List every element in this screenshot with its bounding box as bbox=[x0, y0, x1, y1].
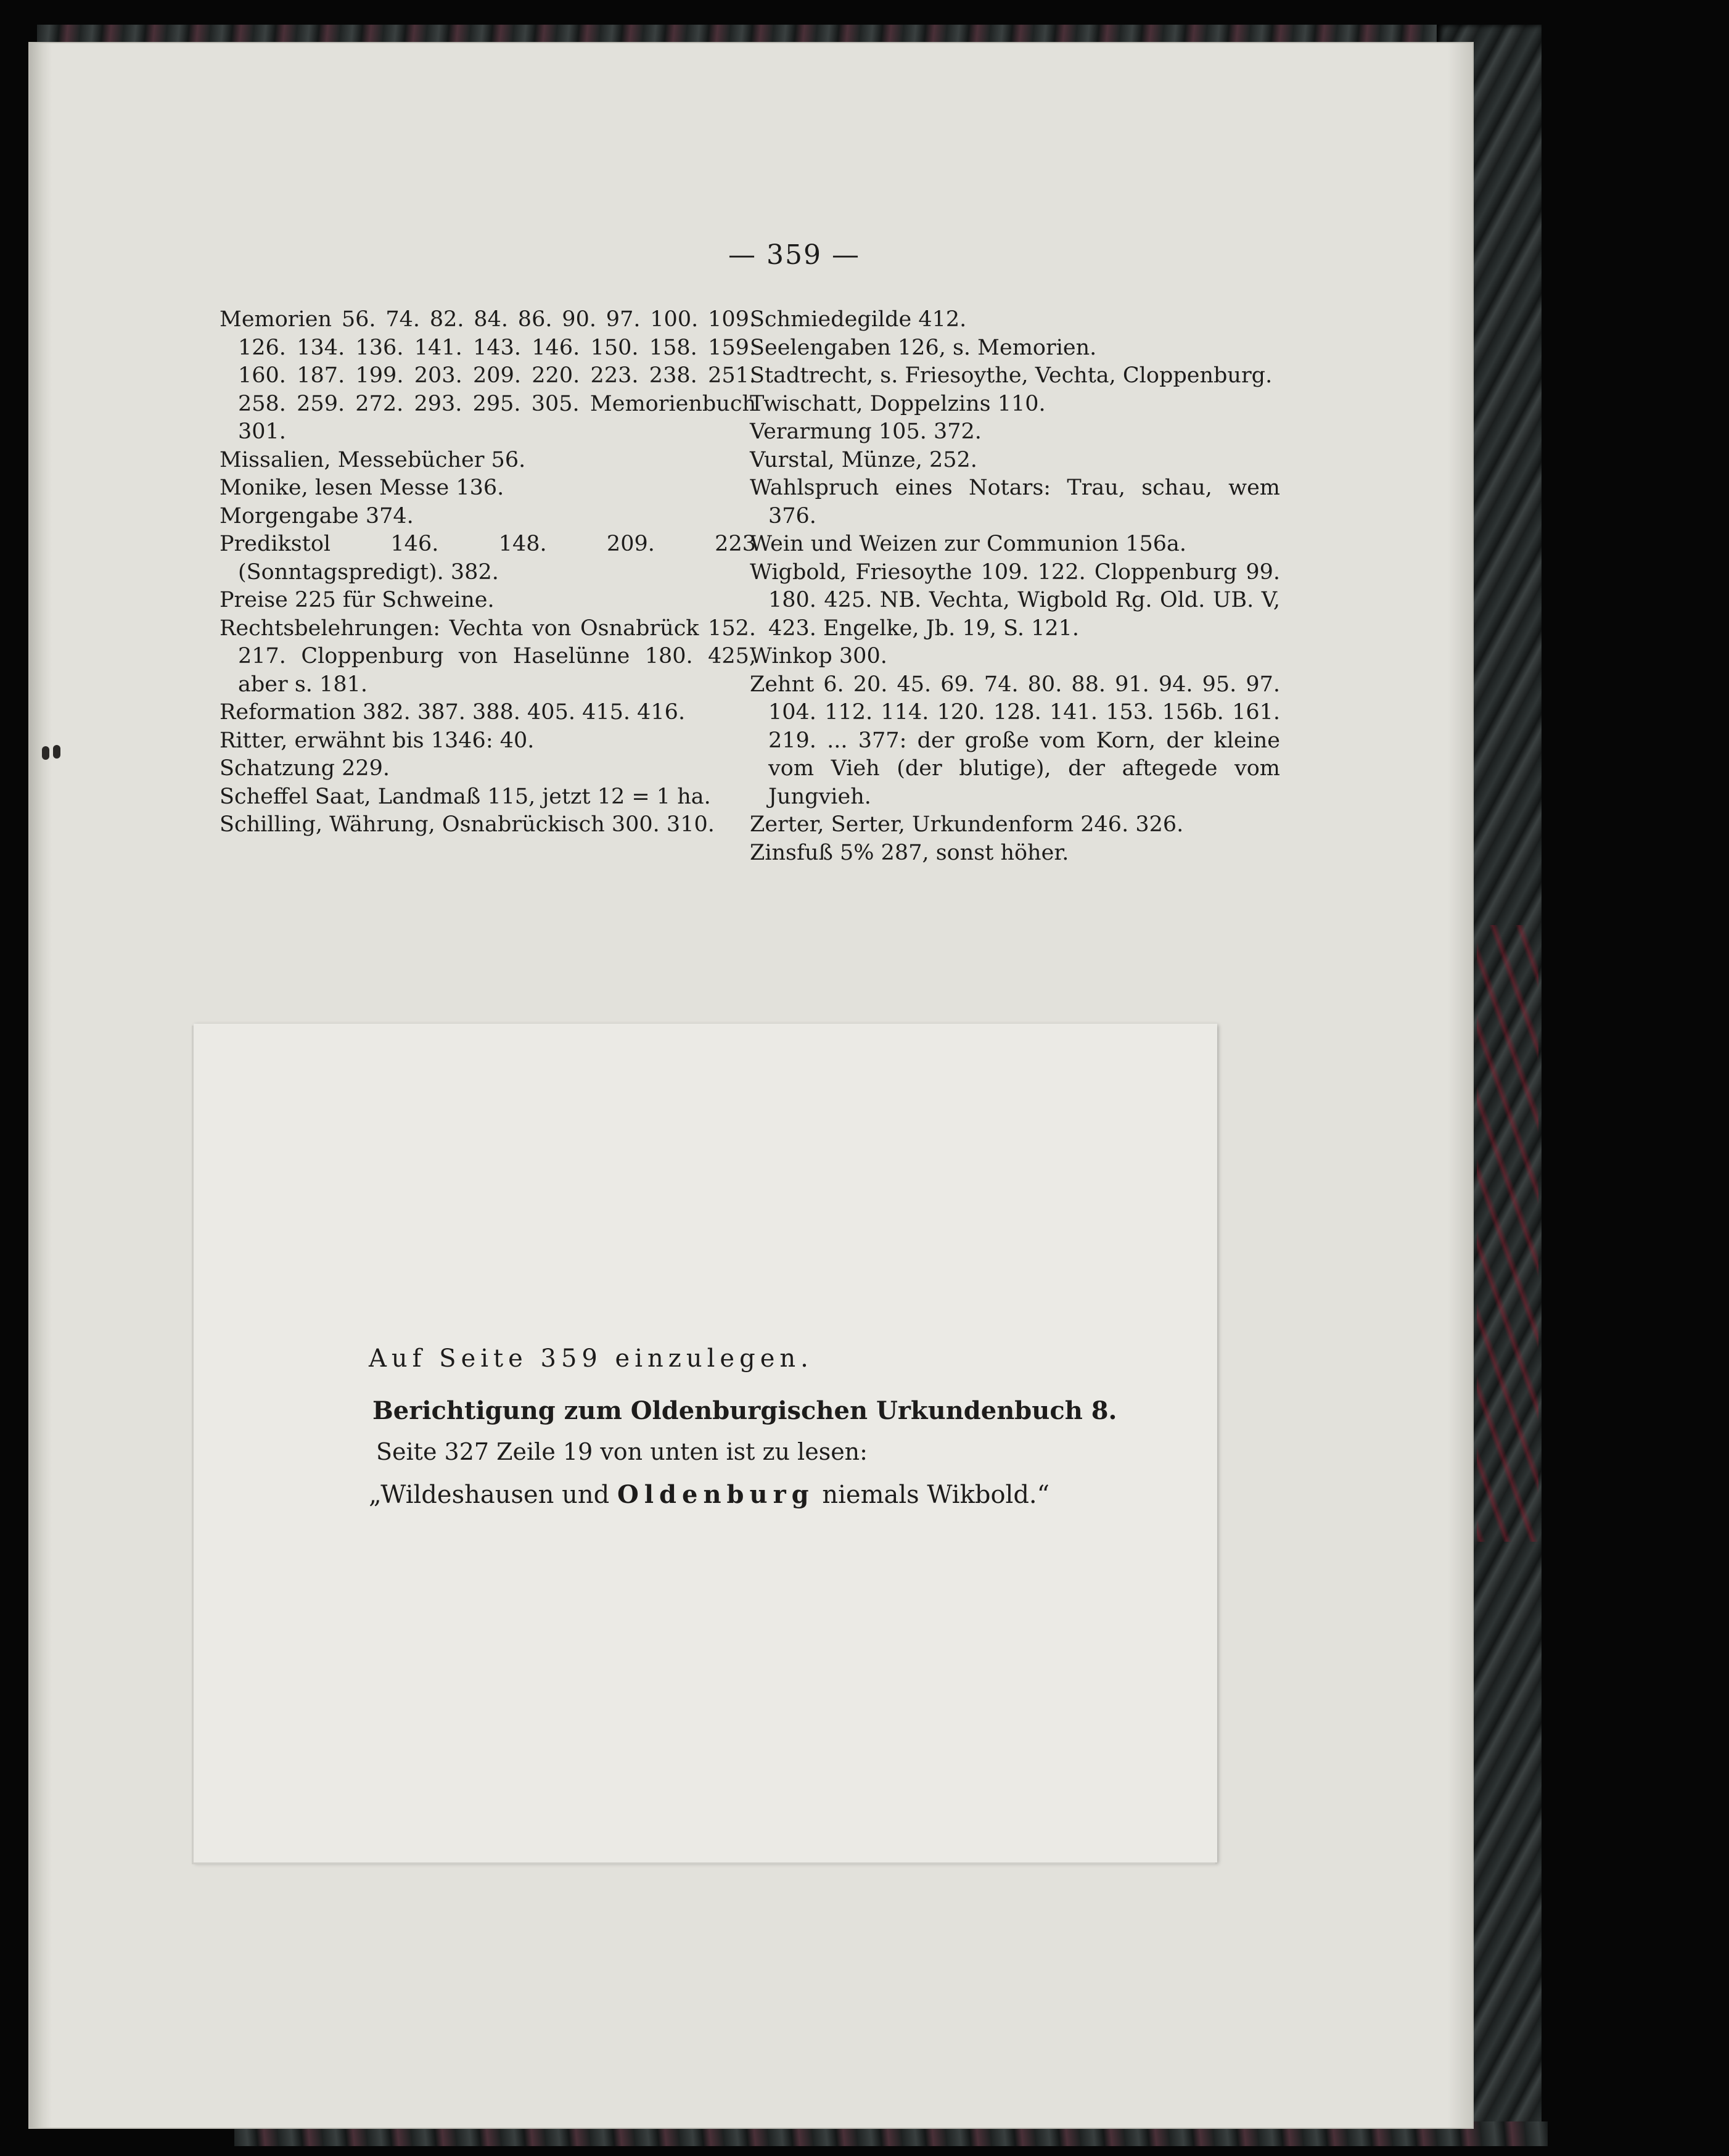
index-column-left bbox=[220, 306, 756, 839]
slip-title: Berichtigung zum Oldenburgischen Urkundenbuch 8. bbox=[372, 1396, 1117, 1425]
correction-slip bbox=[194, 1024, 1217, 1862]
binding-holes bbox=[42, 746, 67, 771]
index-entry: Ritter, erwähnt bis 1346: 40. bbox=[220, 728, 535, 753]
slip-line: Seite 327 Zeile 19 von unten ist zu lesen: bbox=[376, 1438, 868, 1465]
slip-instruction: Auf Seite 359 einzulegen. bbox=[369, 1344, 813, 1373]
index-entry: Schatzung 229. bbox=[220, 756, 390, 781]
marbled-cover-red-veins bbox=[1477, 925, 1538, 1542]
index-entry: Scheffel Saat, Landmaß 115, jetzt 12 = 1 ha. bbox=[220, 784, 711, 809]
index-entry: Twischatt, Doppelzins 110. bbox=[750, 391, 1046, 416]
binding-hole bbox=[42, 746, 49, 760]
index-entry: Schmiedegilde 412. bbox=[750, 307, 967, 332]
index-entry: Stadtrecht, s. Friesoythe, Vechta, Cloppenburg. bbox=[750, 363, 1273, 388]
index-entry: Morgengabe 374. bbox=[220, 503, 414, 529]
index-entry: Monike, lesen Messe 136. bbox=[220, 475, 504, 500]
index-entry: Preise 225 für Schweine. bbox=[220, 588, 495, 612]
index-entry: Seelengaben 126, s. Memorien. bbox=[750, 335, 1097, 360]
slip-quote-after: niemals Wikbold.“ bbox=[814, 1481, 1050, 1509]
index-entry: Missalien, Messebücher 56. bbox=[220, 447, 526, 472]
index-entry: Zinsfuß 5% 287, sonst höher. bbox=[750, 840, 1069, 865]
index-entry: Rechtsbelehrungen: Vechta von Osnabrück 152. 217. Cloppenburg von Haselünne 180. 425, aber s. 181. bbox=[220, 615, 756, 697]
page-edge-shadow bbox=[1448, 43, 1472, 2128]
book-page bbox=[30, 43, 1472, 2128]
index-entry: Wigbold, Friesoythe 109. 122. Cloppenburg 99. 180. 425. NB. Vechta, Wigbold Rg. Old. UB. V, 423. Engelke, Jb. 19, S. 121. bbox=[750, 559, 1280, 641]
index-entry: Zerter, Serter, Urkundenform 246. 326. bbox=[750, 812, 1184, 837]
binding-hole bbox=[53, 745, 60, 759]
index-entry: Reformation 382. 387. 388. 405. 415. 416. bbox=[220, 700, 686, 725]
index-entry: Predikstol 146. 148. 209. 223 (Sonntagspredigt). 382. bbox=[220, 532, 756, 585]
page-number: — 359 — bbox=[728, 239, 860, 271]
slip-quote-before: „Wildeshausen und bbox=[369, 1481, 617, 1509]
index-entry: Verarmung 105. 372. bbox=[750, 419, 982, 444]
page-gutter-shadow bbox=[30, 43, 52, 2128]
index-entry: Wein und Weizen zur Communion 156a. bbox=[750, 532, 1187, 556]
slip-quote-emphasis: Oldenburg bbox=[617, 1480, 815, 1509]
index-entry: Memorien 56. 74. 82. 84. 86. 90. 97. 100. 109. 126. 134. 136. 141. 143. 146. 150. 158. 159. 160. 187. 199. 203. 209. 220. 223. 238. 251. 258. 259. 272. 293. 295. 305. Memorienbuch 301. bbox=[220, 307, 756, 444]
index-entry: Schilling, Währung, Osnabrückisch 300. 310. bbox=[220, 812, 715, 837]
index-entry: Winkop 300. bbox=[750, 644, 887, 669]
index-entry: Wahlspruch eines Notars: Trau, schau, wem 376. bbox=[750, 475, 1280, 529]
index-entry: Zehnt 6. 20. 45. 69. 74. 80. 88. 91. 94. 95. 97. 104. 112. 114. 120. 128. 141. 153. 156b. 161. 219. ... 377: der große vom Korn, der kleine vom Vieh (der blutige), der aftegede vom Jungvieh. bbox=[750, 672, 1280, 809]
index-column-right bbox=[750, 306, 1280, 867]
index-entry: Vurstal, Münze, 252. bbox=[750, 447, 977, 472]
slip-quote bbox=[369, 1480, 1049, 1509]
